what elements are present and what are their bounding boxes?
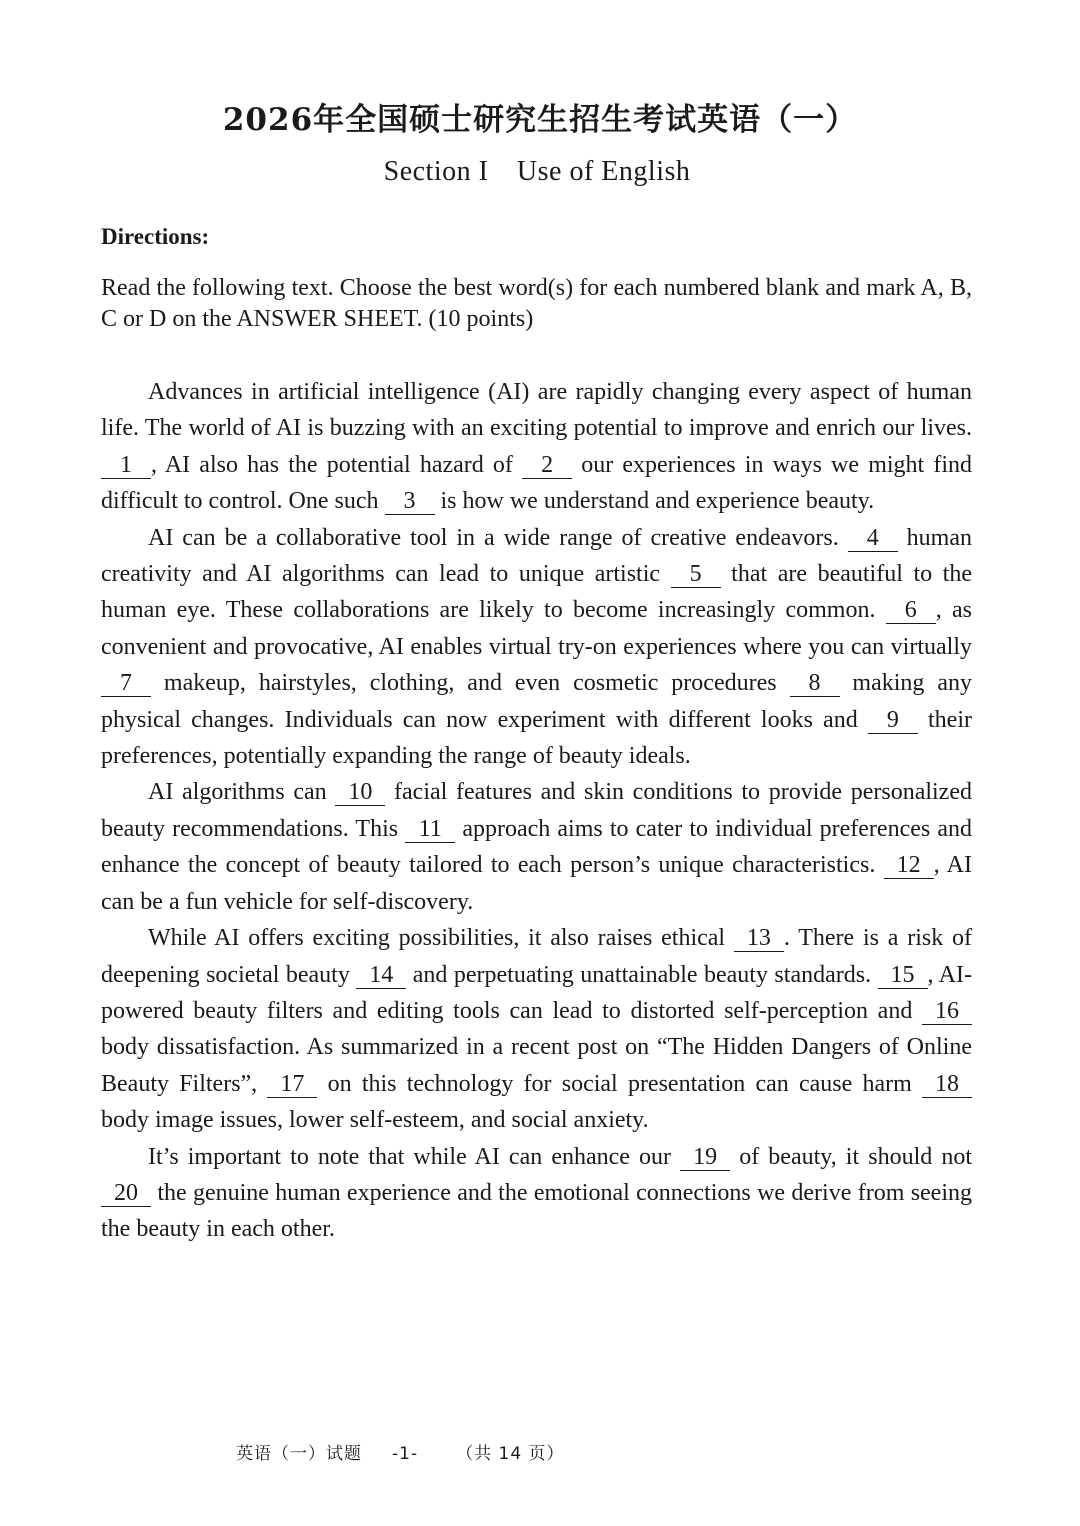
passage-text: approach aims to cater to individual preferences and enhance the concept of beauty tailored to each person’s unique characteristics.	[101, 815, 972, 879]
passage-text: facial features and skin conditions to provide personalized beauty recommendations. This	[101, 779, 972, 842]
blank-4: 4	[848, 525, 898, 552]
passage-text: our experiences in ways we might find difficult to control. One such	[101, 451, 973, 515]
blank-14: 14	[356, 962, 406, 989]
blank-15: 15	[878, 962, 928, 989]
passage-text: that are beautiful to the human eye. These collaborations are likely to become increasingly common.	[101, 561, 972, 624]
passage-text: and perpetuating unattainable beauty standards.	[406, 961, 878, 988]
blank-6: 6	[886, 597, 936, 624]
passage-text: is how we understand and experience beauty.	[434, 488, 875, 515]
passage-text: It’s important to note that while AI can enhance our	[148, 1143, 681, 1170]
passage-text: , AI can be a fun vehicle for self-discovery.	[101, 852, 973, 915]
blank-18: 18	[922, 1071, 972, 1098]
passage-text: . There is a risk of deepening societal beauty	[101, 925, 972, 988]
blank-19: 19	[680, 1144, 730, 1171]
passage-text: body image issues, lower self-esteem, and social anxiety.	[101, 1107, 649, 1134]
blank-2: 2	[522, 452, 572, 479]
passage-text: Advances in artificial intelligence (AI) are rapidly changing every aspect of human life. The world of AI is buzzing with an exciting potential to improve and enrich our lives.	[101, 379, 972, 442]
footer-page-number: -1-	[392, 1444, 419, 1464]
paragraph-4	[101, 920, 972, 1138]
passage-text: AI algorithms can	[148, 779, 336, 806]
directions-text: Read the following text. Choose the best word(s) for each numbered blank and mark A, B, C or D on the ANSWER SHEET. (10 points)	[101, 275, 972, 332]
passage	[101, 374, 972, 1248]
passage-text: body dissatisfaction. As summarized in a recent post on “The Hidden Dangers of Online Beauty Filters”,	[101, 1034, 972, 1097]
passage-text: While AI offers exciting possibilities, it also raises ethical	[148, 925, 734, 952]
paragraph-3	[101, 774, 972, 920]
footer-subject: 英语（一）试题	[236, 1444, 362, 1464]
passage-text: , AI-powered beauty filters and editing tools can lead to distorted self-perception and	[101, 961, 972, 1024]
directions-heading: Directions:	[101, 224, 210, 249]
blank-8: 8	[790, 670, 840, 697]
blank-5: 5	[671, 561, 721, 588]
paragraph-5	[101, 1139, 972, 1248]
passage-text: making any physical changes. Individuals can now experiment with different looks and	[101, 670, 972, 733]
blank-9: 9	[868, 707, 918, 734]
blank-11: 11	[405, 816, 455, 843]
blank-17: 17	[267, 1071, 317, 1098]
footer-total-pages: （共 14 页）	[456, 1444, 565, 1464]
paragraph-2	[101, 520, 972, 775]
blank-16: 16	[922, 998, 972, 1025]
blank-13: 13	[734, 925, 784, 952]
passage-text: , AI also has the potential hazard of	[151, 451, 523, 478]
passage-text: makeup, hairstyles, clothing, and even cosmetic procedures	[151, 670, 790, 697]
paragraph-1	[101, 374, 972, 520]
passage-text: human creativity and AI algorithms can lead to unique artistic	[101, 524, 972, 588]
passage-text: the genuine human experience and the emotional connections we derive from seeing the beauty in each other.	[101, 1179, 972, 1243]
passage-text: on this technology for social presentation can cause harm	[317, 1070, 922, 1097]
exam-title: 2026年全国硕士研究生招生考试英语（一）	[222, 102, 858, 138]
blank-20: 20	[101, 1180, 151, 1207]
page-footer	[236, 1439, 565, 1464]
blank-1: 1	[101, 452, 151, 479]
blank-12: 12	[884, 852, 934, 879]
blank-7: 7	[101, 670, 151, 697]
passage-text: their preferences, potentially expanding the range of beauty ideals.	[101, 706, 972, 770]
blank-10: 10	[335, 779, 385, 806]
passage-text: AI can be a collaborative tool in a wide range of creative endeavors.	[148, 524, 848, 551]
passage-text: of beauty, it should not	[730, 1143, 973, 1170]
section-title: Section I Use of English	[383, 156, 691, 187]
blank-3: 3	[385, 488, 435, 515]
passage-text: , as convenient and provocative, AI enables virtual try-on experiences where you can virtually	[101, 597, 973, 660]
